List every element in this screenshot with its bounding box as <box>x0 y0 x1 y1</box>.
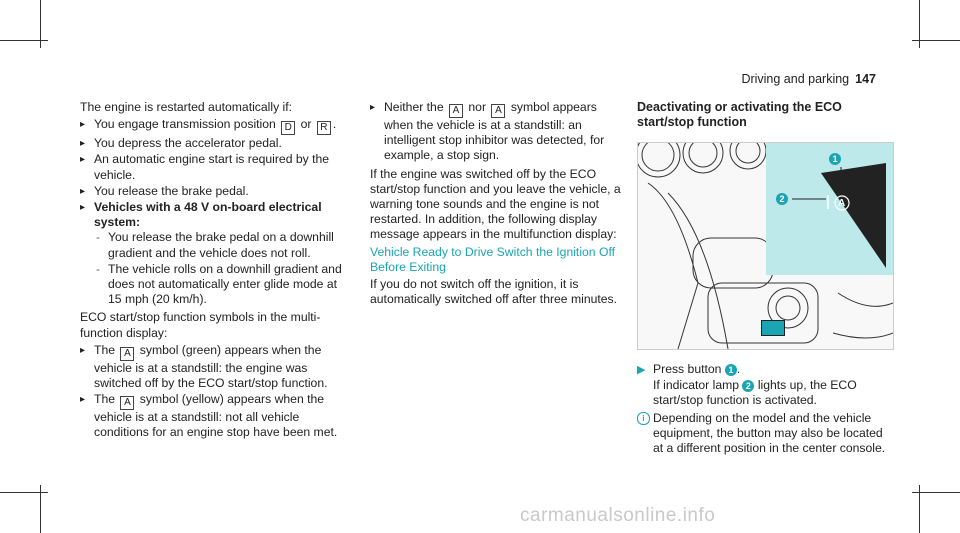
column-2 <box>370 100 624 309</box>
gear-d-symbol: D <box>281 121 295 135</box>
crop-mark <box>0 40 48 41</box>
callout-1-ref: 1 <box>725 364 737 376</box>
eco-button-symbol: A <box>838 198 846 210</box>
list-item: ▸ You depress the accelerator pedal. <box>80 136 352 151</box>
page-number: 147 <box>855 72 876 86</box>
sublist-item: - The vehicle rolls on a downhill gradient and does not automatically enter glide mode at 15 mph (20 km/h). <box>94 262 352 308</box>
eco-symbol-icon: A <box>120 347 134 361</box>
list-item: ▸ The A symbol (yellow) appears when the vehicle is at a standstill: not all vehicle conditions for an engine stop have been met. <box>80 392 352 440</box>
gear-r-symbol: R <box>317 121 331 135</box>
list-item: ▸ An automatic engine start is required by the vehicle. <box>80 152 352 182</box>
callout-1: 1 <box>829 153 841 165</box>
list-item: ▸ The A symbol (green) appears when the vehicle is at a standstill: the engine was switched off by the ECO start/stop function. <box>80 343 352 391</box>
list-item: ▸ Neither the A nor A symbol appears when the vehicle is at a standstill: an intelligent stop inhibitor was detected, for example, a stop sign. <box>370 100 624 164</box>
running-header <box>741 72 876 87</box>
callout-2: 2 <box>776 193 788 205</box>
subheading: Vehicles with a 48 V on-board electrical system: <box>94 200 322 230</box>
eco-off-symbol-icon: A <box>120 396 134 410</box>
warning-paragraph: If the engine was switched off by the ECO start/stop function and you leave the vehicle, a warning tone sounds and the engine is not restarted. In addition, the following display message appears in the multifunction display: <box>370 166 621 242</box>
list-item <box>80 200 352 307</box>
restart-conditions-list <box>80 117 352 307</box>
action-arrow-icon: ▶ <box>637 364 646 377</box>
inset-drawing <box>766 143 893 275</box>
list-item: ▸ You engage transmission position D or R . <box>80 117 352 135</box>
crop-mark <box>0 492 48 493</box>
info-icon: i <box>637 412 650 425</box>
eco-symbol-icon: A <box>449 104 463 118</box>
column-3 <box>637 100 895 457</box>
inhibitor-list <box>370 100 624 164</box>
sublist <box>94 230 352 307</box>
symbols-intro: ECO start/stop function symbols in the multi-function display: <box>80 310 321 340</box>
section-heading: Deactivating or activating the ECO start/stop function <box>637 100 842 130</box>
section-title: Driving and parking <box>741 72 850 86</box>
column-1 <box>80 100 352 442</box>
crop-mark <box>912 40 960 41</box>
intro-text: The engine is restarted automatically if: <box>80 100 293 114</box>
action-step: ▶ Press button 1 . If indicator lamp 2 lights up, the ECO start/stop function is activated. <box>637 362 857 407</box>
display-message: Vehicle Ready to Drive Switch the Ignition Off Before Exiting <box>370 244 616 274</box>
symbols-list <box>80 343 352 441</box>
list-item: ▸ You release the brake pedal. <box>80 184 352 199</box>
callout-2-ref: 2 <box>742 380 754 392</box>
eco-off-symbol-icon: A <box>491 104 505 118</box>
note: i Depending on the model and the vehicle equipment, the button may also be located at a different position in the center console. <box>637 411 895 457</box>
auto-off-paragraph: If you do not switch off the ignition, it is automatically switched off after three minutes. <box>370 277 618 307</box>
eco-button-location <box>761 320 785 336</box>
sublist-item: - You release the brake pedal on a downhill gradient and the vehicle does not roll. <box>94 230 352 260</box>
watermark: carmanualsonline.info <box>520 505 716 526</box>
crop-mark <box>912 492 960 493</box>
button-detail-inset <box>766 143 893 275</box>
center-console-illustration <box>637 142 894 350</box>
